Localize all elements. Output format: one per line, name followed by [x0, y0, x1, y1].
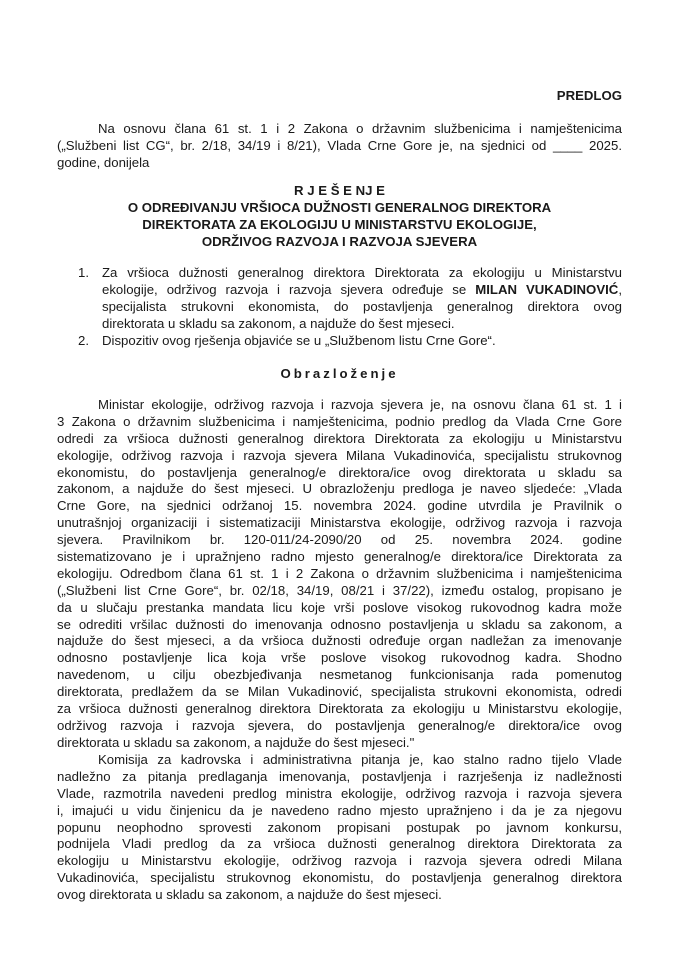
text-line: podnijela Vladi predlog da za vršioca dužnosti generalnog direktora Direktorata za: [57, 836, 622, 852]
text-line: odnosno postavljenje lica koja vrše poslove visokog rukovodnog kadra. Shodno: [57, 650, 622, 666]
text-line: da u slučaju prestanka mandata licu koje vrši poslove visokog rukovodnog kadra može: [57, 599, 622, 615]
text-line: direktorata, predlažem da se Milan Vukadinović, specijalista strukovni ekonomista, odredi: [57, 684, 622, 700]
text-line: Crne Gore, na sjednici održanoj 15. novembra 2024. godine utvrdila je Pravilnik o: [57, 498, 622, 514]
text-line: za vršioca dužnosti generalnog direktora Direktorata za ekologiju u Ministarstvu ekologije,: [57, 701, 622, 717]
title-line: DIREKTORATA ZA EKOLOGIJU U MINISTARSTVU EKOLOGIJE,: [142, 216, 537, 232]
preamble: [57, 121, 622, 172]
text-line: Na osnovu člana 61 st. 1 i 2 Zakona o državnim službenicima i namještenicima: [98, 121, 622, 136]
text-line: ekologiju. Odredbom člana 61 st. 1 i 2 Zakona o državnim službenicima i namještenicima: [57, 565, 622, 581]
text-line: ekonomistu, do postavljenja generalnog/e direktora/ice ovog direktorata u skladu sa: [57, 464, 622, 480]
title-line: O ODREĐIVANJU VRŠIOCA DUŽNOSTI GENERALNOG DIREKTORA: [127, 199, 552, 215]
text-line: navedenom, u cilju obezbjeđivanja nesmetanog funkcionisanja rada pomenutog: [57, 667, 622, 683]
text-line: [102, 282, 622, 299]
text-line: Za vršioca dužnosti generalnog direktora Direktorata za ekologiju u Ministarstvu: [102, 265, 622, 280]
text-segment: ekologije, održivog razvoja i razvoja sjevera određuje se: [102, 281, 476, 297]
list-item: [78, 265, 622, 333]
text-line: ekologiju u Ministarstvu ekologije, održivog razvoja i razvoja sjevera odredi Milana: [57, 853, 622, 869]
text-line: zakonom, a najduže do šest mjeseci. U obrazloženju predloga je naveo sljedeće: „Vlada: [57, 481, 622, 497]
text-line: popunu neophodno sprovesti zakonom propisani postupak po javnom konkursu,: [57, 819, 622, 835]
text-line: Ministar ekologije, održivog razvoja i razvoja sjevera je, na osnovu člana 61 st. 1 i: [98, 397, 622, 412]
text-line: („Službeni list Crne Gore“, br. 02/18, 34/19, 08/21 i 37/22), između ostalog, propisano je: [57, 582, 622, 598]
text-line: ovog direktorata u skladu sa zakonom, a najduže do šest mjeseci.: [57, 887, 442, 903]
text-line: i, imajući u vidu činjenicu da je navedeno radno mjesto upražnjeno i da je za njegovu: [57, 802, 622, 818]
text-line: održivog razvoja i razvoja sjevera, do postavljenja generalnog/e direktora/ice ovog: [57, 717, 622, 733]
decision-items: [78, 265, 622, 349]
title-line: R J E Š E NJ E: [294, 183, 385, 198]
explanation-paragraph-1: [57, 397, 622, 752]
text-line: sistematizovano je i upražnjeno radno mjesto generalnog/e direktora/ice Direktorata za: [57, 549, 622, 565]
explanation-heading: Obrazloženje: [280, 366, 399, 381]
text-line: („Službeni list CG“, br. 2/18, 34/19 i 8/21), Vlada Crne Gore je, na sjednici od ____ 2025.: [57, 137, 622, 153]
text-line: Komisija za kadrovska i administrativna pitanja je, kao stalno radno tijelo Vlade: [98, 752, 622, 767]
text-line: najduže do šest mjeseci, a da vršioca dužnosti određuje organ nadležan za imenovanje: [57, 633, 622, 649]
text-line: Dispozitiv ovog rješenja objaviće se u „Službenom listu Crne Gore“.: [102, 332, 496, 348]
text-line: odredi za vršioca dužnosti generalnog direktora Direktorata za ekologiju u Ministarstvu: [57, 430, 622, 446]
text-line: godine, donijela: [57, 154, 150, 170]
text-line: unutrašnjoj organizaciji i sistematizaciji Ministarstva ekologije, održivog razvoja i razvoja: [57, 515, 622, 531]
document-label: PREDLOG: [556, 88, 622, 103]
explanation-paragraph-2: [57, 752, 622, 904]
text-line: nadležno za pitanja predlaganja imenovanja, postavljenja i razrješenja iz nadležnosti: [57, 768, 622, 784]
text-line: Vukadinovića, specijalistu strukovnog ekonomistu, do postavljenja generalnog direktora: [57, 870, 622, 886]
text-line: ekologije, održivog razvoja i razvoja sjevera Milana Vukadinovića, specijalistu strukovnog: [57, 447, 622, 463]
title-line: ODRŽIVOG RAZVOJA I RAZVOJA SJEVERA: [201, 233, 478, 249]
text-line: se odrediti vršilac dužnosti do imenovanja odnosno postavljenja u skladu sa zakonom, a: [57, 616, 622, 632]
text-line: Vlade, razmotrila navedeni predlog ministra ekologije, održivog razvoja i razvoja sjevera: [57, 785, 622, 801]
text-line: specijalista strukovni ekonomista, do postavljenja generalnog direktora ovog: [102, 298, 622, 314]
item-number: 1.: [78, 265, 89, 280]
text-line: direktorata u skladu sa zakonom, a najduže do šest mjeseci.: [102, 315, 455, 331]
list-item: [78, 333, 622, 350]
decision-title: [57, 183, 622, 251]
text-line: direktorata u skladu sa zakonom, a najduže do šest mjeseci.": [57, 734, 415, 750]
text-line: sjevera. Pravilnikom br. 120-011/24-2090/20 od 25. novembra 2024. godine: [57, 532, 622, 548]
text-segment: ,: [618, 281, 622, 297]
appointee-name: MILAN VUKADINOVIĆ: [475, 281, 619, 297]
item-number: 2.: [78, 332, 89, 348]
text-line: 3 Zakona o državnim službenicima i namještenicima, podnio predlog da Vlada Crne Gore: [57, 413, 622, 429]
